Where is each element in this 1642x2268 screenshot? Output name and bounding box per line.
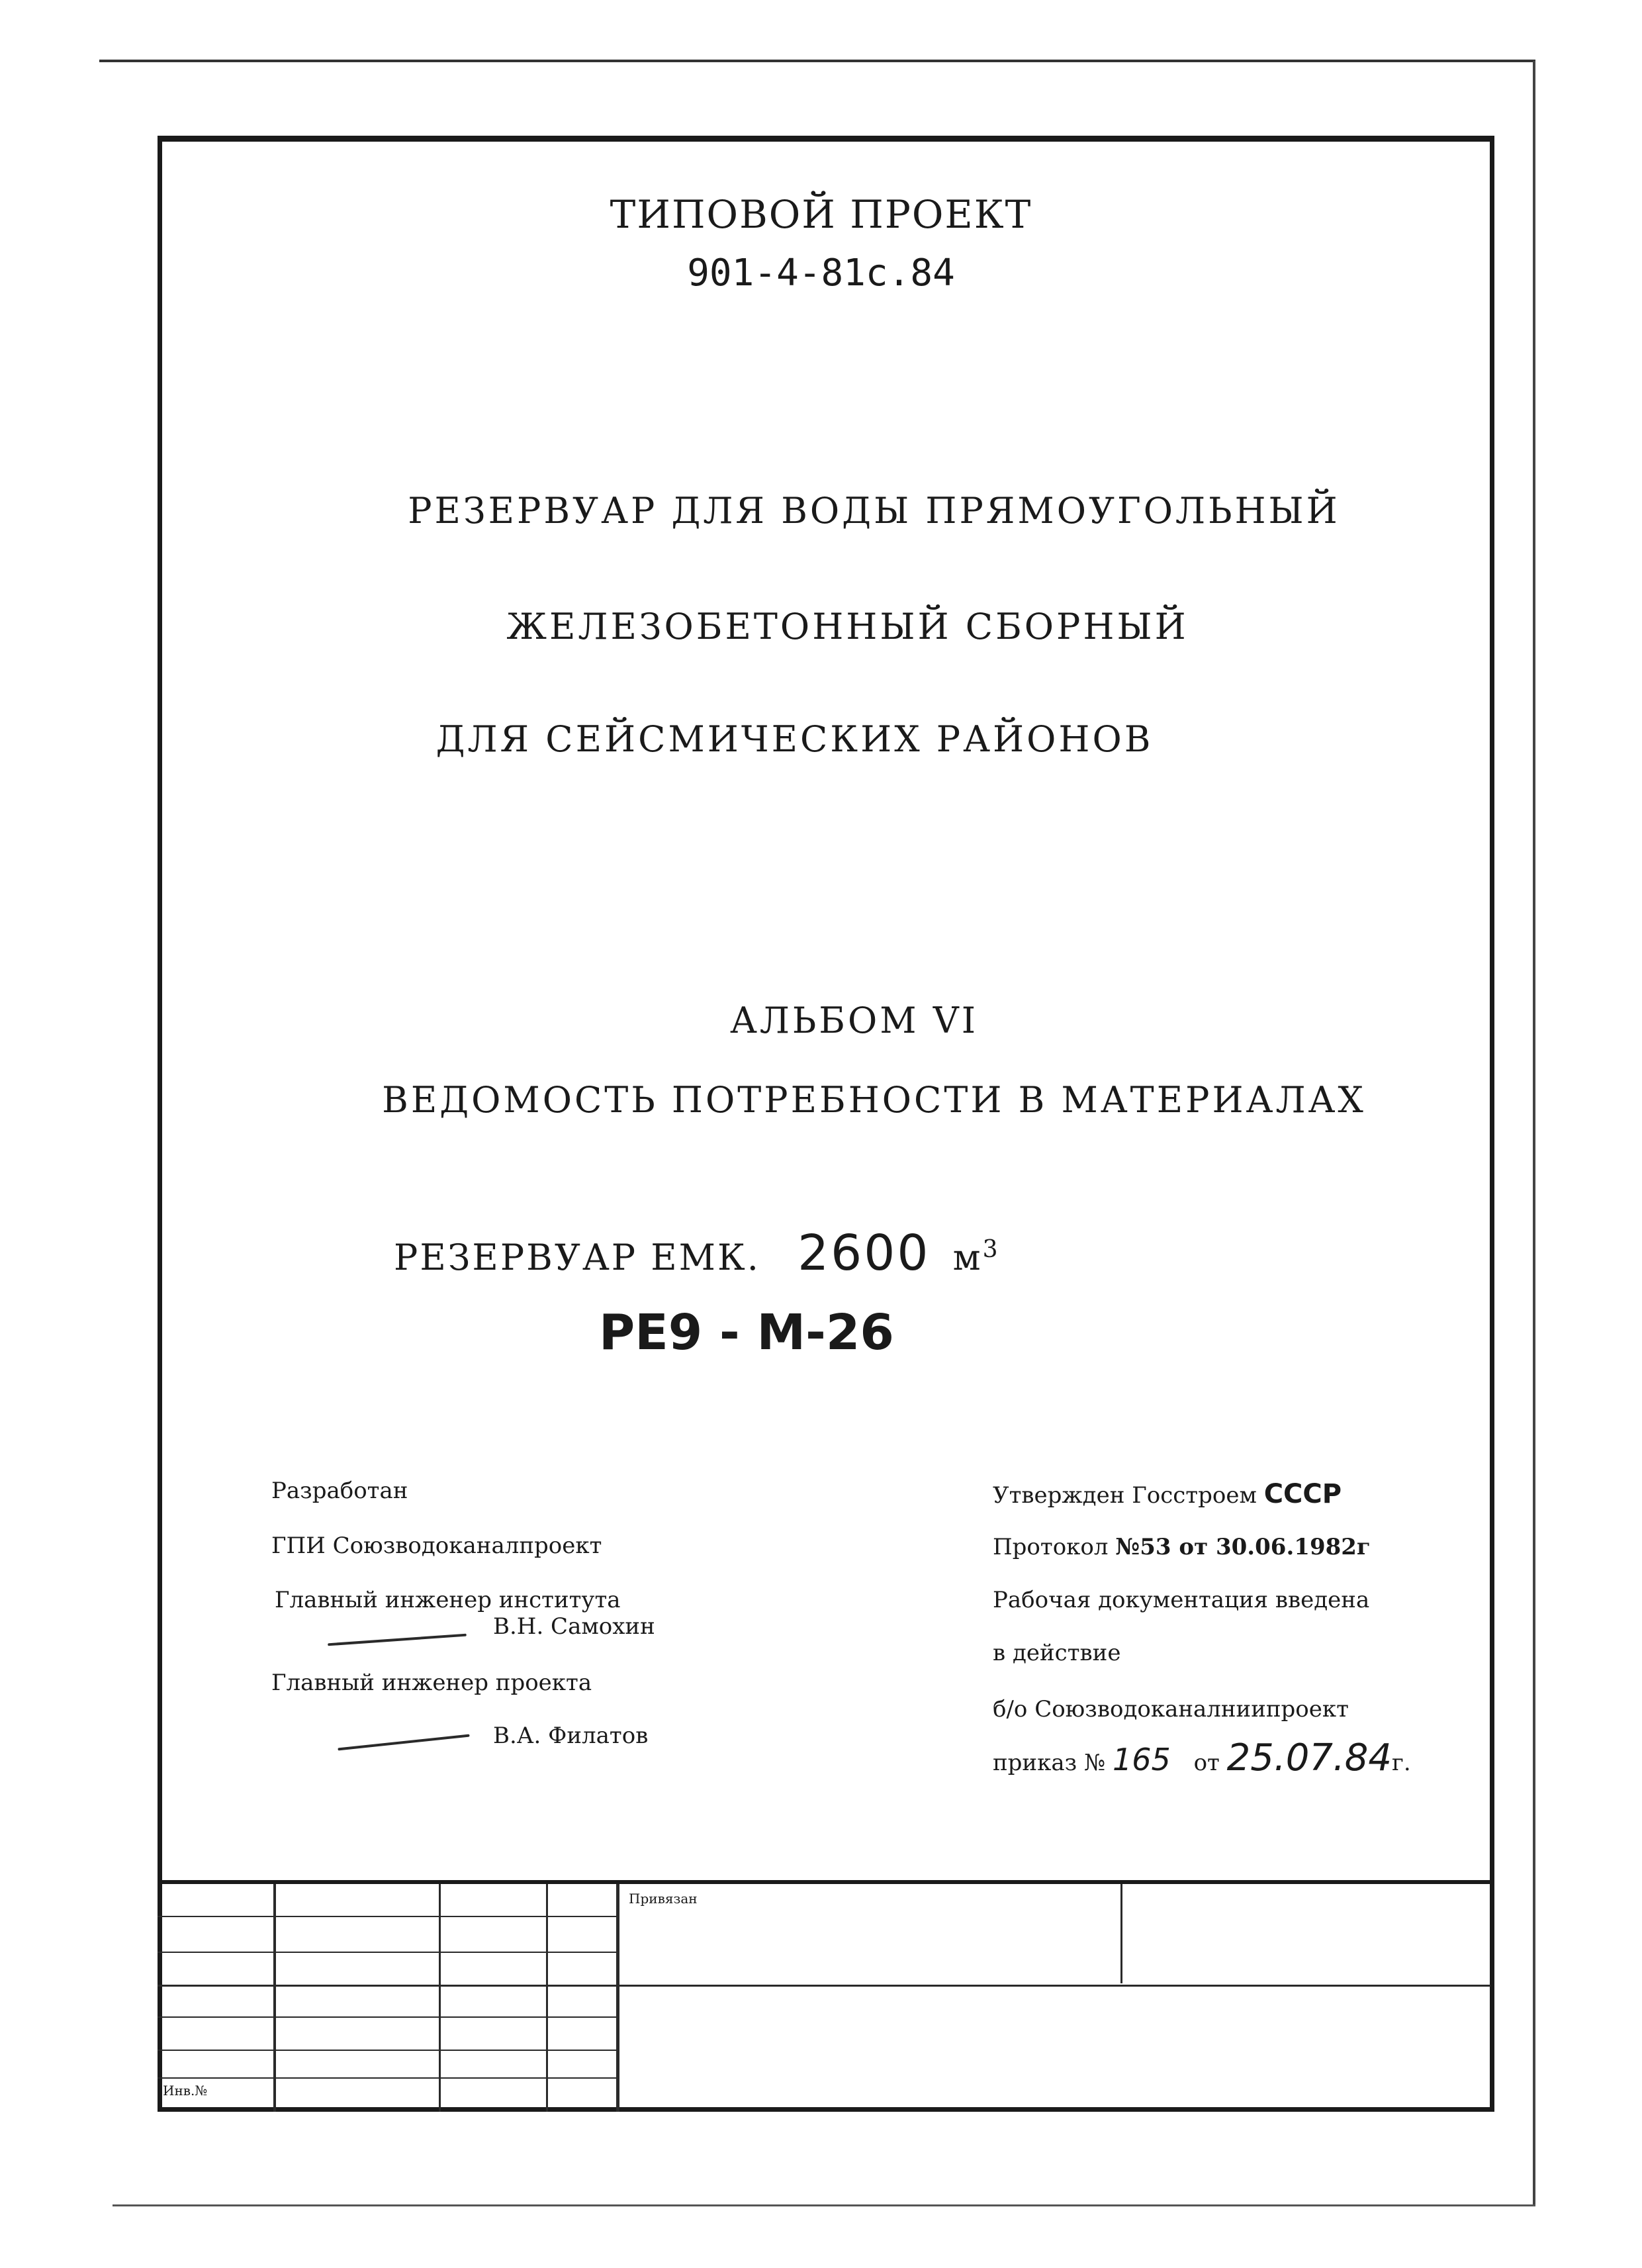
album-subtitle: ВЕДОМОСТЬ ПОТРЕБНОСТИ В МАТЕРИАЛАХ (382, 1079, 1366, 1121)
order-year-suffix: г. (1392, 1750, 1411, 1776)
tb-cell-label: Привязан (629, 1891, 698, 1907)
chief-engineer-name: В.Н. Самохин (493, 1613, 655, 1640)
title-line-2: ЖЕЛЕЗОБЕТОННЫЙ СБОРНЫЙ (506, 606, 1189, 647)
project-engineer-label: Главный инженер проекта (271, 1670, 592, 1696)
tb-hline-6 (158, 2077, 616, 2079)
capacity-unit: м (952, 1237, 983, 1278)
protocol-number: №53 от 30.06.1982г (1115, 1534, 1371, 1560)
order-number: 165 (1112, 1742, 1171, 1777)
tb-hline-3 (158, 1985, 1490, 1987)
title-block (158, 1880, 1494, 2112)
approved-line-6 (993, 1736, 1411, 1779)
order-date: 25.07.84 (1226, 1736, 1392, 1779)
outer-top-line (99, 60, 1535, 62)
protocol-label: Протокол (993, 1534, 1109, 1560)
drawing-frame (158, 136, 1494, 2112)
capacity-value: 2600 (798, 1225, 931, 1282)
project-number: 901-4-81с.84 (687, 252, 955, 295)
approved-line-1 (993, 1481, 1342, 1507)
approved-line-4: в действие (993, 1640, 1121, 1666)
reservoir-capacity (394, 1225, 1000, 1282)
order-from: от (1193, 1750, 1220, 1776)
order-label: приказ № (993, 1750, 1106, 1776)
approved-authority: СССР (1263, 1479, 1342, 1509)
reservoir-label: РЕЗЕРВУАР ЕМК. (394, 1237, 760, 1278)
reservoir-code: РЕ9 - М-26 (599, 1304, 894, 1361)
developer-org: ГПИ Союзводоканалпроект (271, 1533, 602, 1559)
capacity-unit-power: 3 (982, 1236, 1000, 1263)
approved-line-3: Рабочая документация введена (993, 1587, 1370, 1613)
tb-hline-1 (158, 1916, 616, 1917)
chief-engineer-label: Главный инженер института (275, 1587, 621, 1613)
developed-label: Разработан (271, 1478, 408, 1504)
tb-vline-5 (1120, 1884, 1122, 1983)
tb-hline-5 (158, 2050, 616, 2051)
title-line-1: РЕЗЕРВУАР ДЛЯ ВОДЫ ПРЯМОУГОЛЬНЫЙ (408, 490, 1340, 532)
tb-vline-4 (616, 1884, 619, 2112)
approved-text: Утвержден Госстроем (993, 1482, 1257, 1509)
title-line-3: ДЛЯ СЕЙСМИЧЕСКИХ РАЙОНОВ (435, 718, 1154, 760)
outer-right-line (1533, 61, 1535, 2206)
tb-hline-4 (158, 2016, 616, 2018)
outer-bottom-line (113, 2204, 1535, 2206)
album-label: АЛЬБОМ VI (729, 1000, 979, 1041)
tb-corner-label: Инв.№ (163, 2083, 208, 2099)
approved-line-5: б/о Союзводоканалниипроект (993, 1696, 1349, 1723)
approved-line-2 (993, 1536, 1371, 1558)
project-engineer-name: В.А. Филатов (493, 1723, 649, 1749)
project-type-label: ТИПОВОЙ ПРОЕКТ (610, 192, 1032, 237)
tb-hline-2 (158, 1952, 616, 1953)
